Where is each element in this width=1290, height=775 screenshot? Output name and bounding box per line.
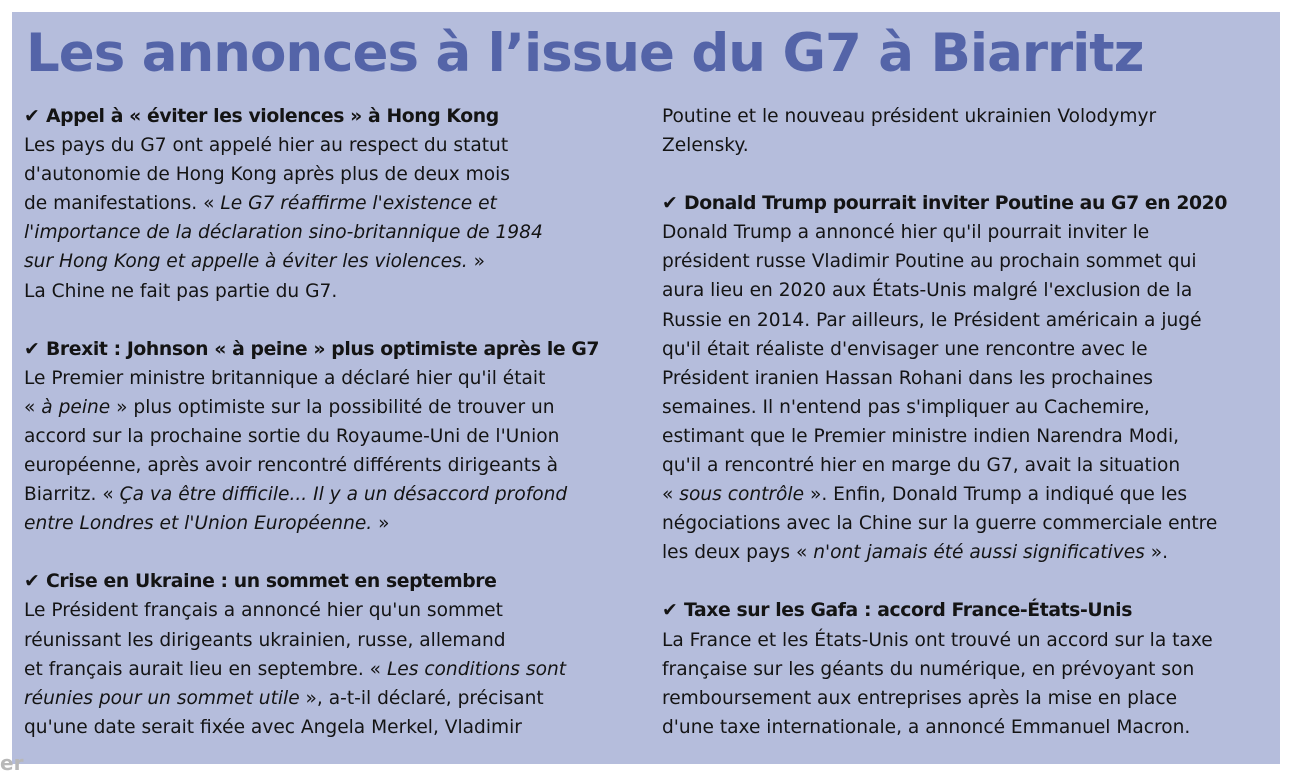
headline: Les annonces à l’issue du G7 à Biarritz <box>26 23 1144 84</box>
photo-credit-fragment: er <box>0 751 24 775</box>
body-line <box>662 480 1278 509</box>
body-text: Russie en 2014. Par ailleurs, le Président américain a jugé <box>662 309 1202 331</box>
body-text: négociations avec la Chine sur la guerre commerciale entre <box>662 513 1218 535</box>
article-panel <box>12 12 1280 764</box>
news-item <box>662 189 1278 567</box>
body-line <box>662 684 1278 713</box>
body-line <box>24 189 634 218</box>
right-column <box>662 102 1278 771</box>
body-line <box>662 218 1278 247</box>
body-text: » plus optimiste sur la possibilité de trouver un <box>110 396 555 418</box>
body-line <box>24 277 634 306</box>
body-line <box>662 102 1278 131</box>
body-line <box>662 276 1278 305</box>
body-text: accord sur la prochaine sortie du Royaume-Uni de l'Union <box>24 425 560 447</box>
body-line <box>662 509 1278 538</box>
quote-text: réunies pour un sommet utile <box>24 687 300 709</box>
body-line <box>24 131 634 160</box>
check-icon: ✔ <box>24 106 40 127</box>
body-text: remboursement aux entreprises après la mise en place <box>662 687 1178 709</box>
body-line <box>662 393 1278 422</box>
body-line <box>662 306 1278 335</box>
body-line <box>24 451 634 480</box>
body-line <box>662 538 1278 567</box>
body-text: qu'il était réaliste d'envisager une rencontre avec le <box>662 338 1148 360</box>
body-text: Poutine et le nouveau président ukrainien Volodymyr <box>662 106 1157 127</box>
body-text: réunissant les dirigeants ukrainien, russe, allemand <box>24 629 506 651</box>
body-text: d'autonomie de Hong Kong après plus de deux mois <box>24 164 510 186</box>
continued-text <box>662 102 1278 160</box>
item-body <box>662 218 1278 567</box>
body-text: Zelensky. <box>662 135 749 157</box>
body-text: Biarritz. « <box>24 484 120 506</box>
body-text: La France et les États-Unis ont trouvé un accord sur la taxe <box>662 629 1213 651</box>
body-line <box>662 422 1278 451</box>
check-icon: ✔ <box>662 193 678 215</box>
body-text: Les pays du G7 ont appelé hier au respect du statut <box>24 135 509 157</box>
item-title-text: Appel à « éviter les violences » à Hong Kong <box>46 106 499 127</box>
item-title-text: Crise en Ukraine : un sommet en septembre <box>46 571 497 593</box>
body-text: « <box>662 484 680 506</box>
check-icon: ✔ <box>24 571 40 593</box>
body-line <box>24 655 634 684</box>
item-title <box>662 189 1278 218</box>
item-title-text: Donald Trump pourrait inviter Poutine au G7 en 2020 <box>684 193 1227 215</box>
quote-text: sous contrôle <box>679 484 805 506</box>
item-body <box>24 596 634 741</box>
body-line <box>24 218 634 247</box>
check-icon: ✔ <box>662 600 678 622</box>
body-line <box>24 480 634 509</box>
check-icon: ✔ <box>24 338 40 360</box>
body-text: » <box>467 251 485 273</box>
news-item <box>24 102 634 306</box>
left-column <box>24 102 634 771</box>
body-text: Le Président français a annoncé hier qu'un sommet <box>24 600 503 622</box>
quote-text: sur Hong Kong et appelle à éviter les violences. <box>24 251 468 273</box>
item-title <box>24 335 634 364</box>
quote-text: n'ont jamais été aussi significatives <box>813 542 1145 564</box>
body-line <box>24 160 634 189</box>
quote-text: entre Londres et l'Union Européenne. <box>24 513 373 535</box>
body-text: les deux pays « <box>662 542 814 564</box>
item-title-text: Taxe sur les Gafa : accord France-États-Unis <box>684 600 1132 622</box>
item-title <box>662 596 1278 625</box>
body-text: La Chine ne fait pas partie du G7. <box>24 280 338 302</box>
body-line <box>662 451 1278 480</box>
body-text: qu'il a rencontré hier en marge du G7, avait la situation <box>662 455 1181 477</box>
body-line <box>24 364 634 393</box>
body-text: de manifestations. « <box>24 193 221 215</box>
body-text: et français aurait lieu en septembre. « <box>24 658 387 680</box>
body-text: ». <box>1144 542 1169 564</box>
body-line <box>24 684 634 713</box>
body-line <box>24 596 634 625</box>
body-text: Président iranien Hassan Rohani dans les prochaines <box>662 367 1153 389</box>
body-text: européenne, après avoir rencontré différents dirigeants à <box>24 455 559 477</box>
body-text: Donald Trump a annoncé hier qu'il pourrait inviter le <box>662 222 1150 244</box>
body-text: d'une taxe internationale, a annoncé Emmanuel Macron. <box>662 716 1191 738</box>
body-line <box>24 509 634 538</box>
body-line <box>24 626 634 655</box>
quote-text: Le G7 réaffirme l'existence et <box>220 193 497 215</box>
item-title-text: Brexit : Johnson « à peine » plus optimiste après le G7 <box>46 338 600 360</box>
news-item <box>24 335 634 539</box>
quote-text: Ça va être difficile... Il y a un désaccord profond <box>119 484 568 506</box>
body-line <box>662 335 1278 364</box>
body-line <box>662 626 1278 655</box>
body-line <box>24 713 634 742</box>
body-text: semaines. Il n'entend pas s'impliquer au Cachemire, <box>662 396 1150 418</box>
body-text: française sur les géants du numérique, en prévoyant son <box>662 658 1195 680</box>
body-line <box>24 422 634 451</box>
item-body <box>24 364 634 539</box>
body-line <box>24 247 634 276</box>
quote-text: à peine <box>41 396 111 418</box>
body-text: qu'une date serait fixée avec Angela Merkel, Vladimir <box>24 716 522 738</box>
body-text: Le Premier ministre britannique a déclaré hier qu'il était <box>24 367 546 389</box>
quote-text: Les conditions sont <box>386 658 567 680</box>
item-body <box>662 626 1278 742</box>
body-line <box>662 655 1278 684</box>
item-title <box>24 102 634 131</box>
body-text: ». Enfin, Donald Trump a indiqué que les <box>804 484 1188 506</box>
body-line <box>24 393 634 422</box>
body-line <box>662 131 1278 160</box>
body-text: », a-t-il déclaré, précisant <box>299 687 544 709</box>
body-text: « <box>24 396 42 418</box>
body-text: » <box>372 513 390 535</box>
body-line <box>662 247 1278 276</box>
body-text: estimant que le Premier ministre indien Narendra Modi, <box>662 425 1180 447</box>
news-item <box>662 596 1278 741</box>
body-text: aura lieu en 2020 aux États-Unis malgré l'exclusion de la <box>662 280 1193 302</box>
quote-text: l'importance de la déclaration sino-britannique de 1984 <box>24 222 543 244</box>
body-line <box>662 713 1278 742</box>
item-title <box>24 567 634 596</box>
body-text: président russe Vladimir Poutine au prochain sommet qui <box>662 251 1197 273</box>
item-body <box>24 131 634 306</box>
body-line <box>662 364 1278 393</box>
news-item <box>24 567 634 742</box>
